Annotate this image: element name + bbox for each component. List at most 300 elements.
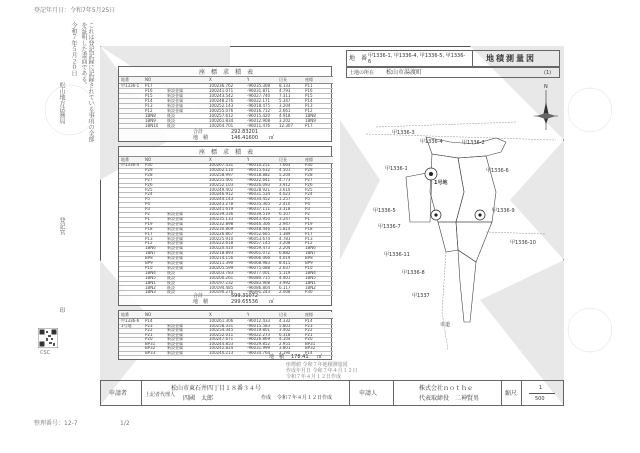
table-cell: -96048.446 (247, 226, 271, 231)
table-cell: P14 (305, 98, 313, 103)
cert-date: 令和７年５月２０日 (70, 22, 77, 76)
table-cell: P12 (305, 241, 313, 246)
table-cell: 3.912 (279, 182, 291, 187)
t3-h-y: Y (247, 312, 250, 317)
map-label-lot-a: 甲1336-3 (392, 130, 415, 136)
map-label-lot-d: 甲1336-1 (385, 166, 408, 172)
table3-header (119, 312, 333, 319)
table-cell: 100200.261 (209, 275, 234, 280)
table3-area-label: 地 積 (269, 354, 285, 360)
table-cell: -96015.583 (247, 323, 271, 328)
table-cell: 100222.618 (209, 241, 234, 246)
cert-officer: 登記官 (58, 217, 65, 235)
table-cell: -96018.882 (247, 172, 271, 177)
table-cell: -96059.473 (247, 246, 271, 251)
table-cell: 2.661 (279, 108, 291, 113)
table-cell: -96043.950 (247, 216, 271, 221)
table-cell: 100232.898 (209, 221, 234, 226)
table-cell: 1.257 (279, 197, 291, 202)
table-cell: 3.204 (279, 103, 291, 108)
table-cell: P2 (145, 212, 150, 216)
table-cell: -96031.871 (247, 88, 271, 93)
table-cell: P14 (305, 350, 313, 355)
table-cell: -96027.740 (247, 93, 271, 98)
table-cell: 100203.783 (209, 270, 234, 275)
table-cell: -96012.908 (247, 118, 271, 123)
table-cell: BP32 (145, 346, 156, 350)
table-cell: 2.008 (279, 290, 291, 295)
table-cell: P25 (305, 187, 313, 192)
table-cell: 6.107 (279, 212, 291, 216)
table-cell: 新設金属 (167, 256, 183, 261)
table-cell: P28 (145, 172, 153, 177)
table-cell: 100197.232 (209, 280, 234, 285)
table-cell: 4.918 (279, 113, 291, 118)
page-fraction: 1/2 (120, 420, 130, 427)
table-cell: 3.247 (279, 216, 291, 221)
table-cell: 既設 (167, 118, 175, 123)
table-cell: -96029.852 (247, 341, 271, 346)
table-cell: P21 (145, 332, 153, 337)
table-cell: 8.415 (279, 261, 291, 265)
applicant-sub: 上記者代理人 (145, 392, 176, 398)
table-cell: P18 (145, 226, 153, 231)
table-cell: P12 (145, 108, 153, 113)
table-cell: -96037.111 (247, 207, 271, 212)
t2-h-coord: 座標 (305, 157, 313, 162)
table-cell: 1BN3 (145, 290, 156, 295)
create-date: 令和７年４月１２日作成 (277, 395, 333, 401)
table-cell: -96091.243 (247, 290, 271, 295)
table-cell: P1 (305, 216, 310, 221)
table2-area-unit: ㎡ (269, 299, 275, 305)
t3-h-chiban: 地番 (121, 312, 129, 317)
table-cell: 100257.612 (209, 113, 234, 118)
table-cell: 100194.485 (209, 285, 234, 290)
table-cell: 新設金属 (167, 98, 183, 103)
table-cell: 100255.076 (209, 108, 234, 113)
create-date-label: 作成 (261, 395, 272, 401)
table-cell: 100249.402 (209, 187, 234, 192)
map-label-lot-l: 甲1337 (412, 293, 430, 299)
table-cell: 新設金属 (167, 226, 183, 231)
table-cell: P17 (145, 231, 153, 236)
table-cell: 6.882 (279, 251, 291, 256)
map-label-lot-i: 甲1336-10 (510, 240, 536, 246)
table-cell: P11 (305, 83, 313, 88)
table-cell: P4 (305, 202, 310, 207)
table-cell: P23 (145, 323, 153, 328)
table2-area-label: 地 積 (193, 299, 209, 305)
table-cell: 1BN4 (145, 270, 156, 275)
table-cell: 1号地 (121, 323, 132, 328)
table-cell: 1BN4 (305, 270, 316, 275)
table-cell: -96046.306 (247, 221, 271, 226)
table-cell: 甲1336-1 (121, 83, 140, 88)
table-cell: P30 (305, 163, 313, 167)
table-cell: 新設金属 (167, 332, 183, 337)
table-cell: 1BN7 (305, 251, 316, 256)
coordinate-table-2 (118, 146, 332, 306)
table-cell: 新設金属 (167, 108, 183, 113)
table-cell: 4.023 (279, 192, 291, 197)
table-cell: 6.117 (279, 285, 291, 290)
table-cell: 新設金属 (167, 346, 183, 350)
t3-h-side: 辺長 (279, 312, 287, 317)
t1-h-coord: 座標 (305, 77, 313, 82)
table-cell: 1BN1 (305, 280, 316, 285)
table-cell: -96077.001 (247, 270, 271, 275)
table-cell: 100254.345 (209, 328, 234, 332)
t3-h-x: X (209, 312, 212, 317)
table-cell: 新設金属 (167, 246, 183, 251)
table-cell: 3.610 (279, 187, 291, 192)
table-cell: -96066.066 (247, 256, 271, 261)
table-cell: 1BN8 (305, 113, 316, 118)
table1-sum-label: 合計 (193, 129, 204, 135)
table-cell: 100261.834 (209, 118, 234, 123)
table-cell: 100220.410 (209, 246, 234, 251)
table-cell: -96068.983 (247, 261, 271, 265)
table-cell: P28 (305, 172, 313, 177)
table-cell: 5.803 (279, 323, 291, 328)
table-cell: 新設金属 (167, 341, 183, 346)
table-cell: P16 (145, 88, 153, 93)
table-cell: 新設金属 (167, 216, 183, 221)
table-cell: P4 (145, 202, 150, 207)
note-line-1: 座標値 令和７年地積測量図 (286, 362, 348, 368)
table-cell: -96018.475 (247, 103, 271, 108)
table-cell: -96022.273 (247, 332, 271, 337)
table-cell: 1BN6 (305, 246, 316, 251)
table-cell: 4.501 (279, 167, 291, 172)
table-cell: 新設金属 (167, 88, 183, 93)
table-cell: 8.133 (279, 83, 291, 88)
table-cell: -96022.171 (247, 98, 271, 103)
table-cell: 新設金属 (167, 212, 183, 216)
table1-sum-value: 292.83201 (231, 129, 259, 135)
table-cell: 1BN1 (145, 280, 156, 285)
table-cell: -96012.433 (247, 319, 271, 323)
table-cell: -96075.088 (247, 265, 271, 270)
table-cell: 新設金属 (167, 323, 183, 328)
note-line-2: 作成年月日 令和７年４月１２日 (286, 368, 358, 374)
table-cell: P16 (305, 88, 313, 93)
table-row (119, 123, 333, 129)
table-cell: 1BN2 (305, 285, 316, 290)
table-cell: 5.814 (279, 226, 291, 231)
table-cell: 3.202 (279, 118, 291, 123)
table-cell: BP31 (305, 341, 316, 346)
table-cell: -96019.801 (247, 328, 271, 332)
table-cell: 既設 (167, 280, 175, 285)
table-cell: 100235.133 (209, 216, 234, 221)
table-cell: P20 (145, 337, 153, 341)
table-cell: P19 (145, 221, 153, 226)
table-cell: -96035.308 (247, 83, 271, 88)
table-cell: 4.773 (279, 177, 291, 182)
table-cell: 100236.762 (209, 83, 234, 88)
table-cell: P23 (305, 323, 313, 328)
table-cell: -96015.632 (247, 167, 271, 172)
table3-area-unit: ㎡ (317, 354, 323, 360)
table-cell: P13 (305, 103, 313, 108)
table-cell: P13 (145, 236, 153, 241)
document-title: 地積測量図 (486, 54, 536, 63)
table-cell: 新設金属 (167, 328, 183, 332)
t1-h-side: 辺長 (279, 77, 287, 82)
table-cell: 100205.599 (209, 265, 234, 270)
table-cell: 1BN5 (145, 275, 156, 280)
table-cell: 5.347 (279, 98, 291, 103)
table-cell: P22 (305, 328, 313, 332)
table-cell: -96052.665 (247, 231, 271, 236)
table-cell: -96015.420 (247, 113, 271, 118)
table-cell: P24 (145, 192, 153, 197)
table-cell: P2 (305, 212, 310, 216)
registry-date: 登記年月日：令和7年5月25日 (34, 7, 116, 14)
table-cell: 100240.213 (209, 350, 234, 355)
table-cell: -96057.145 (247, 241, 271, 246)
cert-seal: 印 (58, 307, 65, 313)
table-cell: P10 (145, 265, 153, 270)
table-cell: -96053.674 (247, 236, 271, 241)
scale-label: 縮尺 (505, 390, 518, 397)
table-cell: 既設 (167, 275, 175, 280)
table-cell: 1BN7 (145, 251, 156, 256)
page-number: 整理番号：12-7 (34, 420, 78, 427)
table-cell: 2.637 (279, 265, 291, 270)
table3-rows (119, 319, 333, 359)
map-label-1gochi: 1号地 (434, 180, 448, 186)
table-cell: 100243.542 (209, 93, 234, 98)
table-cell: P20 (305, 337, 313, 341)
table-cell: 新設金属 (167, 236, 183, 241)
table-cell: -96083.908 (247, 280, 271, 285)
t2-h-x: X (209, 157, 212, 162)
footer-block (100, 380, 564, 406)
table-cell: 1BN9 (145, 118, 156, 123)
table1-area-unit: ㎡ (269, 135, 275, 141)
table-cell: 100225.910 (209, 236, 234, 241)
t3-h-no: NO (145, 312, 152, 317)
table-cell: P12 (145, 241, 153, 246)
table-cell: 100248.276 (209, 98, 234, 103)
table-cell: 新設金属 (167, 265, 183, 270)
coordinate-table-3 (118, 310, 332, 360)
table-cell: P25 (145, 187, 153, 192)
table-cell: 2.947 (279, 221, 291, 226)
north-arrow-icon (538, 90, 554, 130)
t2-h-no: NO (145, 157, 152, 162)
table-cell: 新設金属 (167, 93, 183, 98)
table-cell: 100262.110 (209, 167, 234, 172)
map-label-lot-k: 甲1336-8 (402, 270, 425, 276)
table-row (119, 290, 333, 296)
table-cell: -96010.251 (247, 163, 271, 167)
table2-sum-value: 599.31072 (231, 293, 259, 299)
table-cell: 新設金属 (167, 251, 183, 256)
map-label-lot-b: 甲1336-4 (420, 139, 443, 145)
title-block (346, 50, 560, 80)
table-cell: P21 (305, 332, 313, 337)
applicant-address: 松山市東石井四丁目１８番３４号 (171, 385, 262, 392)
table-cell: P30 (145, 163, 153, 167)
table-cell: P17 (305, 123, 313, 128)
applicant-name: 四國 太郎 (183, 395, 214, 402)
table-cell: BP33 (145, 350, 156, 355)
table-cell: P3 (145, 207, 150, 212)
map-label-road: 市道 (440, 322, 451, 328)
table3-area-value: 178.41 (291, 354, 309, 360)
table-cell: P29 (305, 167, 313, 172)
table-cell: -96034.764 (247, 350, 271, 355)
t1-h-no: NO (145, 77, 152, 82)
table-cell: -96031.534 (247, 192, 271, 197)
table-cell: 4.019 (279, 256, 291, 261)
table-cell: 新設金属 (167, 103, 183, 108)
table-cell: 3.992 (279, 280, 291, 285)
table-cell: 2.204 (279, 246, 291, 251)
table-cell: 4.781 (279, 236, 291, 241)
table-cell: 1.389 (279, 231, 291, 236)
scale-denominator: 500 (535, 396, 545, 402)
table-cell: BP9 (305, 261, 313, 265)
table-cell: BP31 (145, 341, 156, 346)
applicant-label: 申請者 (109, 390, 128, 397)
cert-office: 松山地方法務局 (58, 82, 65, 124)
table-cell: P5 (145, 197, 150, 202)
table-cell: -96035.365 (247, 202, 271, 207)
table-cell: 100246.912 (209, 192, 234, 197)
table-cell: 1BN2 (145, 285, 156, 290)
table-cell: 1BN8 (145, 113, 156, 118)
coordinate-table-1 (118, 66, 332, 142)
t1-h-chiban: 地番 (121, 77, 129, 82)
table-cell: P13 (145, 103, 153, 108)
table-cell: 3.208 (279, 241, 291, 246)
table-cell: P15 (305, 93, 313, 98)
table2-rows (119, 163, 333, 298)
table-cell: 100252.011 (209, 332, 234, 337)
table1-area-label: 地 積 (193, 135, 209, 141)
table-cell: P24 (305, 192, 313, 197)
table-cell: 1BN10 (145, 123, 159, 128)
table-cell: 1BN9 (305, 118, 316, 123)
table-cell: P14 (145, 98, 153, 103)
table-cell: 5.119 (279, 270, 291, 275)
surveyor-company: 株式会社ｎｏｔｈｅ (419, 385, 474, 392)
scale-numerator: 1 (539, 385, 543, 391)
table-cell: 甲1336-4 (121, 163, 140, 167)
table-cell: 既設 (167, 270, 175, 275)
table-cell: P29 (145, 167, 153, 172)
table-cell: -96031.999 (247, 346, 271, 350)
cert-text: これは登記記録に記録されている事項の全部を証明した書面である。 (80, 22, 94, 142)
table-cell: P17 (145, 83, 153, 88)
table-cell: 既設 (167, 290, 175, 295)
table-cell: P19 (305, 221, 313, 226)
table-cell: 4.332 (279, 319, 291, 323)
table-cell: 100267.431 (209, 163, 234, 167)
table-cell: -96016.712 (247, 108, 271, 113)
table-cell: P18 (305, 226, 313, 231)
table-cell: 100258.997 (209, 172, 234, 177)
table-cell: 新設金属 (167, 221, 183, 226)
table-cell: 2.955 (279, 341, 291, 346)
table-cell: 100211.390 (209, 261, 234, 265)
note-line-3: 令和７年４月１２日作成 (286, 374, 342, 380)
map-label-lot-h: 甲1336-9 (492, 208, 515, 214)
table-cell: BP8 (305, 256, 313, 261)
table-cell: 新設金属 (167, 241, 183, 246)
table-cell: 3.402 (279, 328, 291, 332)
table-cell: 甲1336-6 (121, 319, 140, 323)
table-cell: 100243.278 (209, 202, 234, 207)
table-cell: P1 (145, 216, 150, 221)
table-cell: 既設 (167, 113, 175, 118)
table-cell: 100230.869 (209, 226, 234, 231)
t2-h-y: Y (247, 157, 250, 162)
table-cell: 4.793 (279, 88, 291, 93)
table-cell: 100190.276 (209, 290, 234, 295)
surveyor-label: 申請人 (359, 390, 378, 397)
table-cell: 5.204 (279, 172, 291, 177)
table-cell: 1BN5 (305, 275, 316, 280)
chiban-value: 甲1336-1, 甲1336-4, 甲1336-5, 甲1336-6 (368, 53, 466, 65)
table-cell: 3.801 (279, 346, 291, 350)
table-cell: 100261.306 (209, 319, 234, 323)
table-cell: 100258.331 (209, 323, 234, 328)
table-cell: BP9 (145, 261, 153, 265)
table-cell: 3.318 (279, 207, 291, 212)
table-cell: 100252.143 (209, 103, 234, 108)
table-cell: 1BN6 (145, 246, 156, 251)
table1-rows (119, 83, 333, 129)
table-cell: 100252.103 (209, 182, 234, 187)
table-cell: -96026.093 (247, 182, 271, 187)
table-cell: 新設金属 (167, 350, 183, 355)
table-cell: P22 (145, 328, 153, 332)
table-cell: P12 (305, 108, 313, 113)
t2-h-chiban: 地番 (121, 157, 129, 162)
table-cell: -96022.641 (247, 177, 271, 182)
table-cell: -96034.452 (247, 197, 271, 202)
t1-h-x: X (209, 77, 212, 82)
table-cell: 100239.336 (209, 212, 234, 216)
table-cell: -96061.072 (247, 251, 271, 256)
map-label-lot-j: 甲1336-11 (384, 252, 410, 258)
t3-h-coord: 座標 (305, 312, 313, 317)
table-cell: P26 (145, 182, 153, 187)
table-cell: P14 (305, 319, 313, 323)
table-cell: P17 (305, 231, 313, 236)
stamp-label: CSC (40, 350, 51, 356)
table-cell: -96011.476 (247, 123, 271, 128)
table-cell: 100241.071 (209, 88, 234, 93)
table-cell: 100244.853 (209, 341, 234, 346)
table-cell: P14 (145, 319, 153, 323)
table-cell: 100242.824 (209, 346, 234, 350)
sheet-mark: (1) (544, 70, 552, 76)
table-cell: 12.307 (279, 123, 293, 128)
table-cell: 100255.401 (209, 177, 234, 182)
table-cell: P26 (305, 182, 313, 187)
table1-area-value: 146.41600 (231, 135, 259, 141)
map-label-lot-f: 甲1336-5 (373, 208, 396, 214)
table-cell: 100244.143 (209, 197, 234, 202)
table-cell: BP8 (145, 256, 153, 261)
